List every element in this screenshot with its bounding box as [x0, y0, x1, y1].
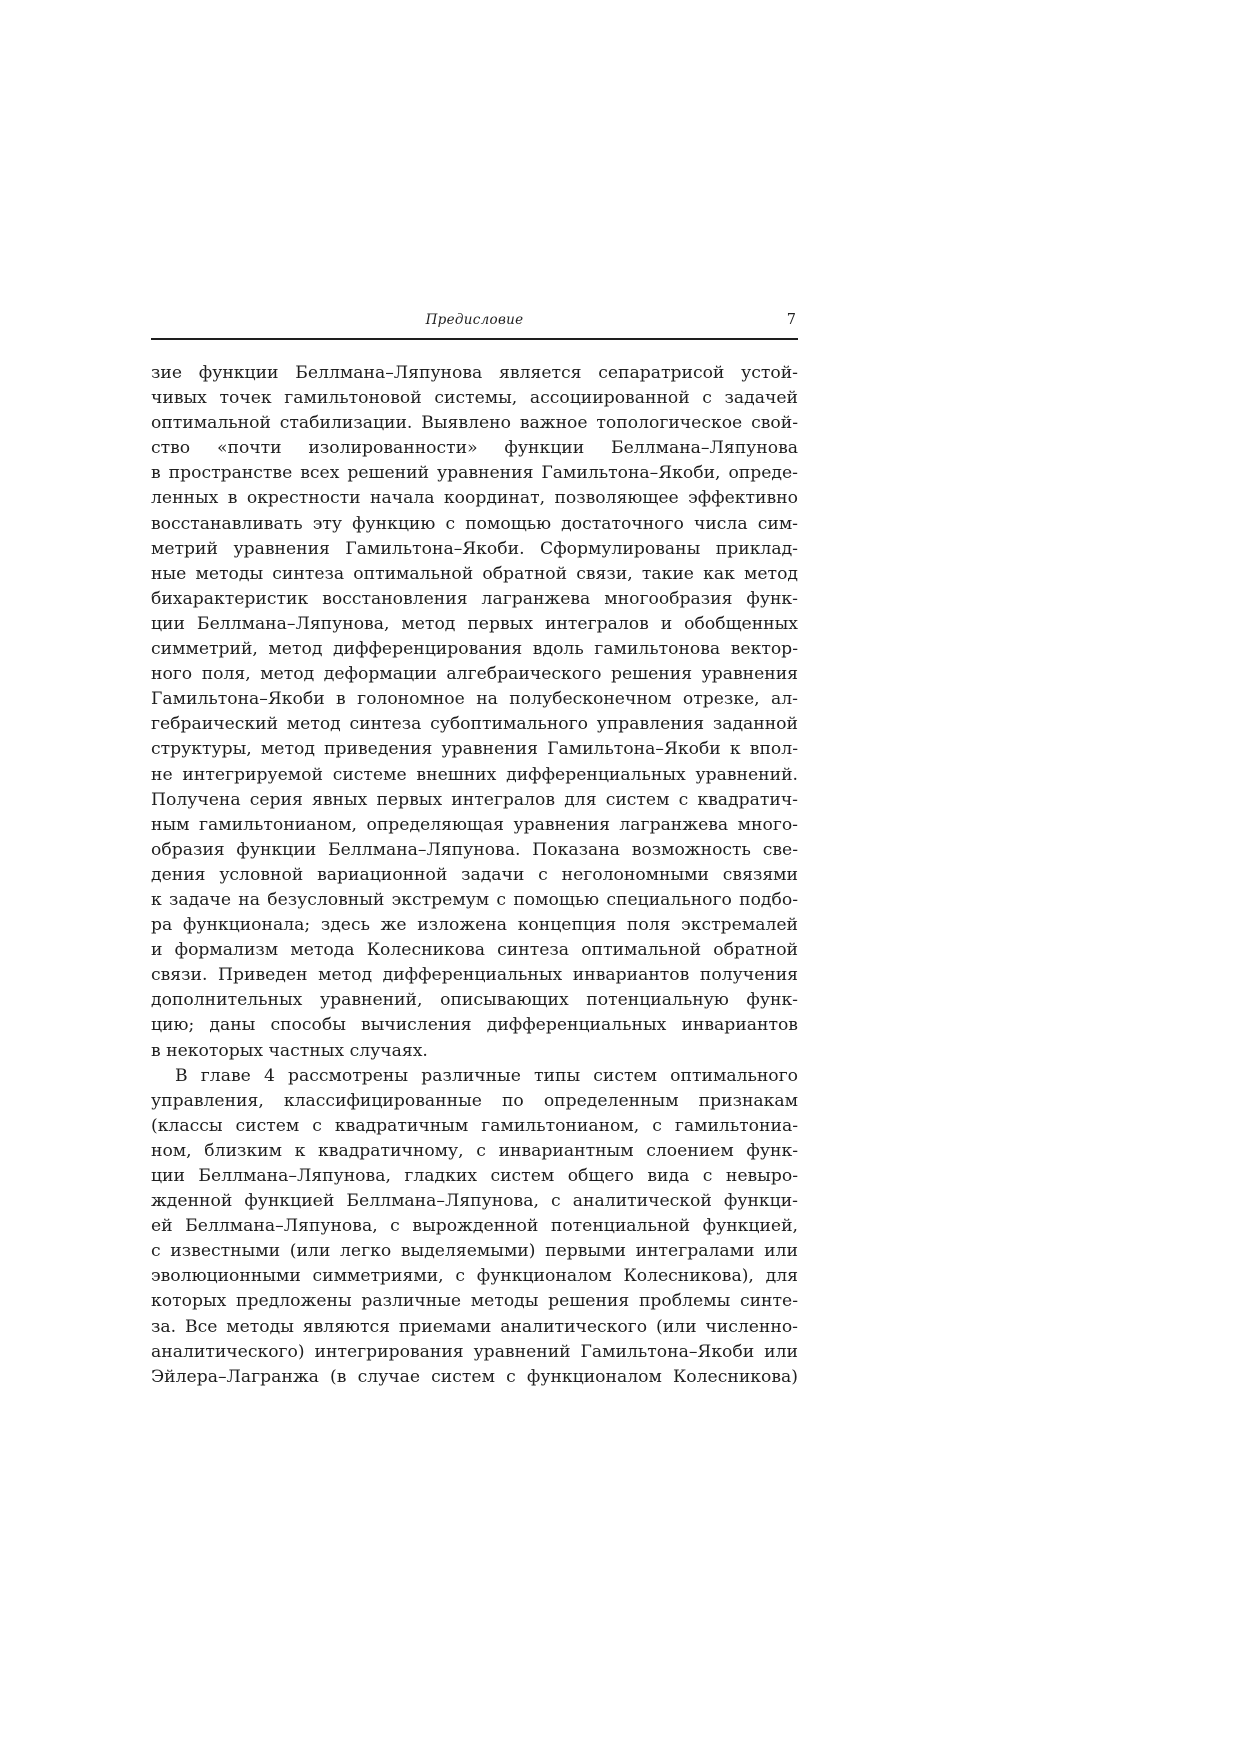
- text-line: чивых точек гамильтоновой системы, ассоциированной с задачей: [151, 388, 798, 409]
- text-line: которых предложены различные методы решения проблемы синте-: [151, 1291, 798, 1312]
- text-line: ции Беллмана–Ляпунова, метод первых интегралов и обобщенных: [151, 613, 798, 634]
- text-line: структуры, метод приведения уравнения Гамильтона–Якоби к впол-: [151, 739, 798, 760]
- paragraph-2: [151, 1064, 798, 1390]
- text-line: ным гамильтонианом, определяющая уравнения лагранжева много-: [151, 814, 798, 835]
- page-number: 7: [786, 312, 796, 328]
- text-line: зие функции Беллмана–Ляпунова является сепаратрисой устой-: [151, 363, 798, 383]
- text-line: цию; даны способы вычисления дифференциальных инвариантов: [151, 1015, 798, 1036]
- text-line: ные методы синтеза оптимальной обратной связи, такие как метод: [151, 563, 798, 584]
- text-line: Гамильтона–Якоби в голономное на полубесконечном отрезке, ал-: [151, 689, 798, 710]
- text-line: бихарактеристик восстановления лагранжева многообразия функ-: [151, 588, 798, 609]
- text-line: ленных в окрестности начала координат, позволяющее эффективно: [151, 488, 798, 509]
- text-line: ного поля, метод деформации алгебраического решения уравнения: [151, 664, 798, 685]
- text-line: аналитического) интегрирования уравнений Гамильтона–Якоби или: [151, 1341, 798, 1362]
- running-title: Предисловие: [425, 312, 524, 328]
- text-line: ра функционала; здесь же изложена концепция поля экстремалей: [151, 915, 798, 936]
- text-line: (классы систем с квадратичным гамильтонианом, с гамильтониа-: [151, 1115, 798, 1136]
- text-line: в пространстве всех решений уравнения Гамильтона–Якоби, опреде-: [151, 463, 798, 484]
- text-line: Эйлера–Лагранжа (в случае систем с функционалом Колесникова): [151, 1366, 798, 1387]
- text-line: не интегрируемой системе внешних дифференциальных уравнений.: [151, 764, 798, 785]
- text-line: жденной функцией Беллмана–Ляпунова, с аналитической функци-: [151, 1191, 798, 1212]
- text-line: ном, близким к квадратичному, с инвариантным слоением функ-: [151, 1140, 798, 1161]
- text-line: ции Беллмана–Ляпунова, гладких систем общего вида с невыро-: [151, 1166, 798, 1186]
- text-line: Получена серия явных первых интегралов для систем с квадратич-: [151, 789, 798, 810]
- text-line: эволюционными симметриями, с функционалом Колесникова), для: [151, 1266, 798, 1287]
- text-line: в некоторых частных случаях.: [151, 1040, 428, 1061]
- body-text: [151, 361, 798, 1390]
- text-line: метрий уравнения Гамильтона–Якоби. Сформулированы приклад-: [151, 538, 798, 559]
- text-line: В главе 4 рассмотрены различные типы систем оптимального: [175, 1065, 798, 1086]
- running-header: [151, 308, 798, 340]
- text-line: восстанавливать эту функцию с помощью достаточного числа сим-: [151, 513, 798, 534]
- text-line: симметрий, метод дифференцирования вдоль гамильтонова вектор-: [151, 639, 798, 660]
- text-line: управления, классифицированные по определенным признакам: [151, 1090, 798, 1111]
- text-line: за. Все методы являются приемами аналитического (или численно-: [151, 1316, 798, 1337]
- text-line: и формализм метода Колесникова синтеза оптимальной обратной: [151, 940, 798, 961]
- text-line: с известными (или легко выделяемыми) первыми интегралами или: [151, 1241, 798, 1262]
- text-line: дения условной вариационной задачи с неголономными связями: [151, 864, 798, 885]
- text-line: ство «почти изолированности» функции Беллмана–Ляпунова: [151, 438, 798, 459]
- text-line: гебраический метод синтеза субоптимального управления заданной: [151, 714, 798, 735]
- text-line: связи. Приведен метод дифференциальных инвариантов получения: [151, 965, 798, 986]
- text-line: к задаче на безусловный экстремум с помощью специального подбо-: [151, 889, 798, 910]
- paragraph-1: [151, 361, 798, 1064]
- text-line: ей Беллмана–Ляпунова, с вырожденной потенциальной функцией,: [151, 1216, 798, 1237]
- text-line: оптимальной стабилизации. Выявлено важное топологическое свой-: [151, 413, 798, 434]
- text-line: дополнительных уравнений, описывающих потенциальную функ-: [151, 990, 798, 1011]
- text-line: образия функции Беллмана–Ляпунова. Показана возможность све-: [151, 839, 798, 860]
